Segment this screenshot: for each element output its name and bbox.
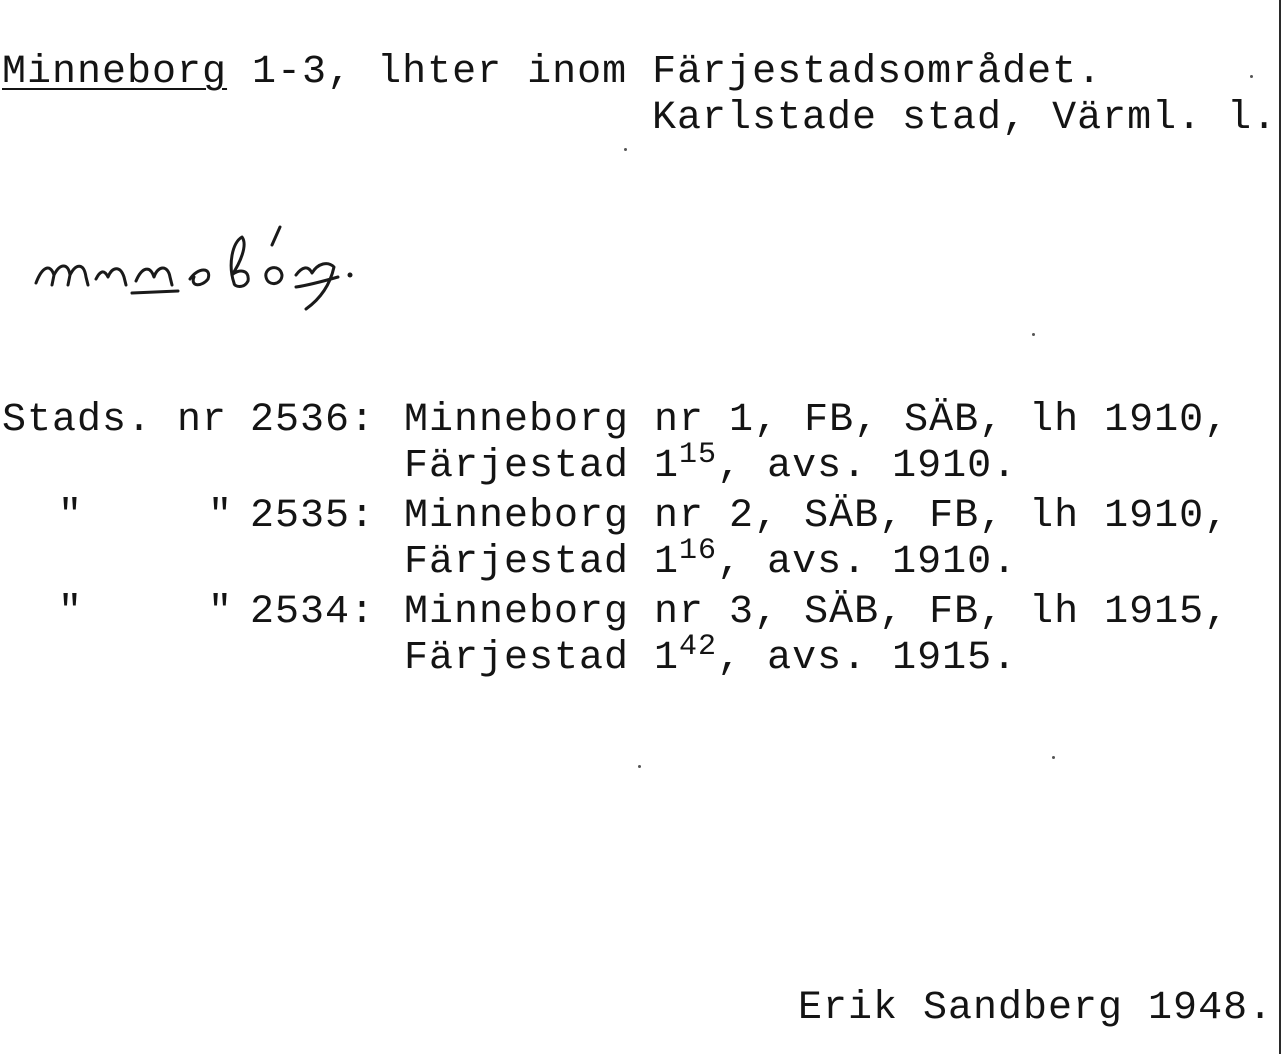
- entry-3-number: 2534:: [250, 590, 376, 635]
- place-name: Minneborg: [2, 50, 228, 95]
- entry-2-number: 2535:: [250, 494, 376, 539]
- entry-3-line-2-end: , avs. 1915.: [717, 636, 1018, 681]
- entry-1-label: Stads. nr: [2, 398, 228, 443]
- entry-3-line-2: [404, 630, 1018, 682]
- entry-2-line-2-end: , avs. 1910.: [717, 540, 1018, 585]
- entry-2-line-1: Minneborg nr 2, SÄB, FB, lh 1910,: [404, 494, 1230, 539]
- entry-3-line-2-text: Färjestad 1: [404, 636, 680, 681]
- entry-1-superscript: 15: [679, 438, 718, 472]
- entry-1-number: 2536:: [250, 398, 376, 443]
- entry-1-line-2-end: , avs. 1910.: [717, 444, 1018, 489]
- entry-2-line-2-text: Färjestad 1: [404, 540, 680, 585]
- entry-2-label: " ": [58, 494, 234, 539]
- scan-speck: [638, 765, 641, 768]
- header-line-1: [2, 50, 1102, 96]
- entry-3-superscript: 42: [679, 630, 718, 664]
- entry-1-line-2-text: Färjestad 1: [404, 444, 680, 489]
- place-description: 1-3, lhter inom Färjestadsområdet.: [227, 50, 1103, 95]
- card-edge-line: [1279, 0, 1281, 1054]
- handwritten-name-image: [28, 205, 548, 315]
- header-location: Karlstade stad, Värml. l.: [652, 96, 1278, 141]
- entry-2-line-2: [404, 534, 1018, 586]
- entry-3-line-1: Minneborg nr 3, SÄB, FB, lh 1915,: [404, 590, 1230, 635]
- scan-speck: [1250, 75, 1253, 78]
- scan-speck: [624, 148, 627, 151]
- entry-1-line-2: [404, 438, 1018, 490]
- scan-speck: [1052, 756, 1055, 759]
- signature: Erik Sandberg 1948.: [798, 986, 1274, 1031]
- entry-1-line-1: Minneborg nr 1, FB, SÄB, lh 1910,: [404, 398, 1230, 443]
- entry-3-label: " ": [58, 590, 234, 635]
- entry-2-superscript: 16: [679, 534, 718, 568]
- scan-speck: [1032, 333, 1035, 336]
